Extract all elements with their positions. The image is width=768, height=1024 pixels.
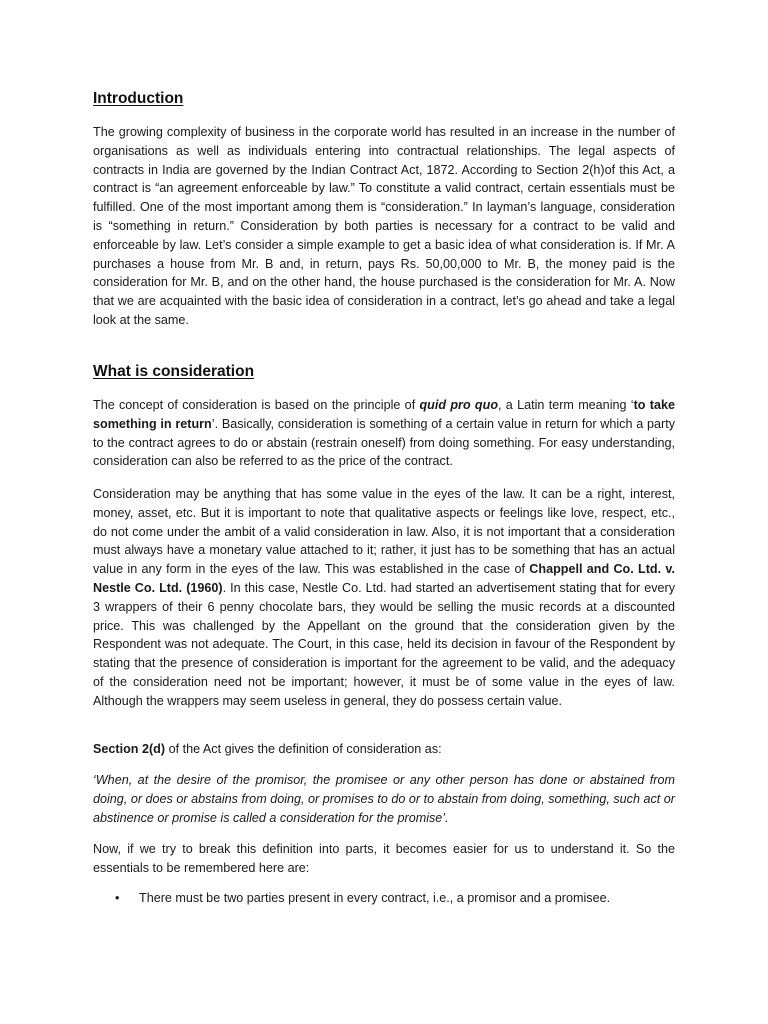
what-is-consideration-heading: What is consideration	[93, 363, 255, 380]
text-run: ’. Basically, consideration is something of a certain value in return for which a party to the contract agrees to do or abstain (restrain oneself) from doing something. For easy understanding, consideration can also be referred to as the price of the contract.	[93, 416, 675, 469]
definition-quote: ‘When, at the desire of the promisor, the promisee or any other person has done or abstained from doing, or does or abstains from doing, or promises to do or to abstain from doing, something, such act or abstinence or promise is called a consideration for the promise’.	[93, 773, 675, 825]
text-run: of the Act gives the definition of consideration as:	[165, 742, 442, 756]
section-reference: Section 2(d)	[93, 742, 166, 756]
essentials-list	[93, 889, 675, 908]
quid-pro-quo-term: quid pro quo	[419, 398, 499, 412]
introduction-heading: Introduction	[93, 90, 184, 107]
text-run: , a Latin term meaning ‘	[498, 398, 634, 412]
text-run: Consideration may be anything that has some value in the eyes of the law. It can be a right, interest, money, asset, etc. But it is important to note that qualitative aspects or feelings like love, respect, etc., do not come under the ambit of a valid consideration in law. Also, it is not important that a consideration must always have a monetary value attached to it; rather, it just has to be something that has an actual value in any form in the eyes of the law. This was established in the case of	[93, 487, 675, 577]
essentials-intro-paragraph: Now, if we try to break this definition into parts, it becomes easier for us to understand it. So the essentials to be remembered here are:	[93, 842, 675, 875]
text-run: . In this case, Nestle Co. Ltd. had started an advertisement stating that for every 3 wrappers of their 6 penny chocolate bars, they would be selling the music records at a discounted price. This was challenged by the Appellant on the ground that the consideration given by the Respondent was not adequate. The Court, in this case, held its decision in favour of the Respondent by stating that the presence of consideration is important for the agreement to be valid, and the adequacy of the consideration need not be important; however, it must be of some value in the eyes of law. Although the wrappers may seem useless in general, they do possess certain value.	[93, 580, 675, 708]
latin-meaning: to take something in return	[93, 398, 675, 431]
list-item-text: There must be two parties present in every contract, i.e., a promisor and a promisee.	[139, 891, 611, 905]
quid-pro-quo-paragraph	[93, 396, 675, 471]
text-run: The concept of consideration is based on the principle of	[93, 398, 420, 412]
section-definition-intro	[93, 740, 675, 759]
list-item	[93, 889, 675, 908]
case-citation: Chappell and Co. Ltd. v. Nestle Co. Ltd. (1960)	[93, 562, 675, 595]
consideration-value-paragraph	[93, 485, 675, 711]
introduction-paragraph: The growing complexity of business in the corporate world has resulted in an increase in the number of organisations as well as individuals entering into contractual relationships. The legal aspects of contracts in India are governed by the Indian Contract Act, 1872. According to Section 2(h)of this Act, a contract is “an agreement enforceable by law.” To constitute a valid contract, certain essentials must be fulfilled. One of the most important among them is “consideration.” In layman’s language, consideration is “something in return.” Consideration by both parties is necessary for a contract to be valid and enforceable by law. Let’s consider a simple example to get a basic idea of what consideration is. If Mr. A purchases a house from Mr. B and, in return, pays Rs. 50,00,000 to Mr. B, the money paid is the consideration for Mr. B, and on the other hand, the house purchased is the consideration for Mr. A. Now that we are acquainted with the basic idea of consideration in a contract, let’s go ahead and take a legal look at the same.	[93, 125, 675, 327]
bullet-icon: •	[115, 891, 120, 905]
